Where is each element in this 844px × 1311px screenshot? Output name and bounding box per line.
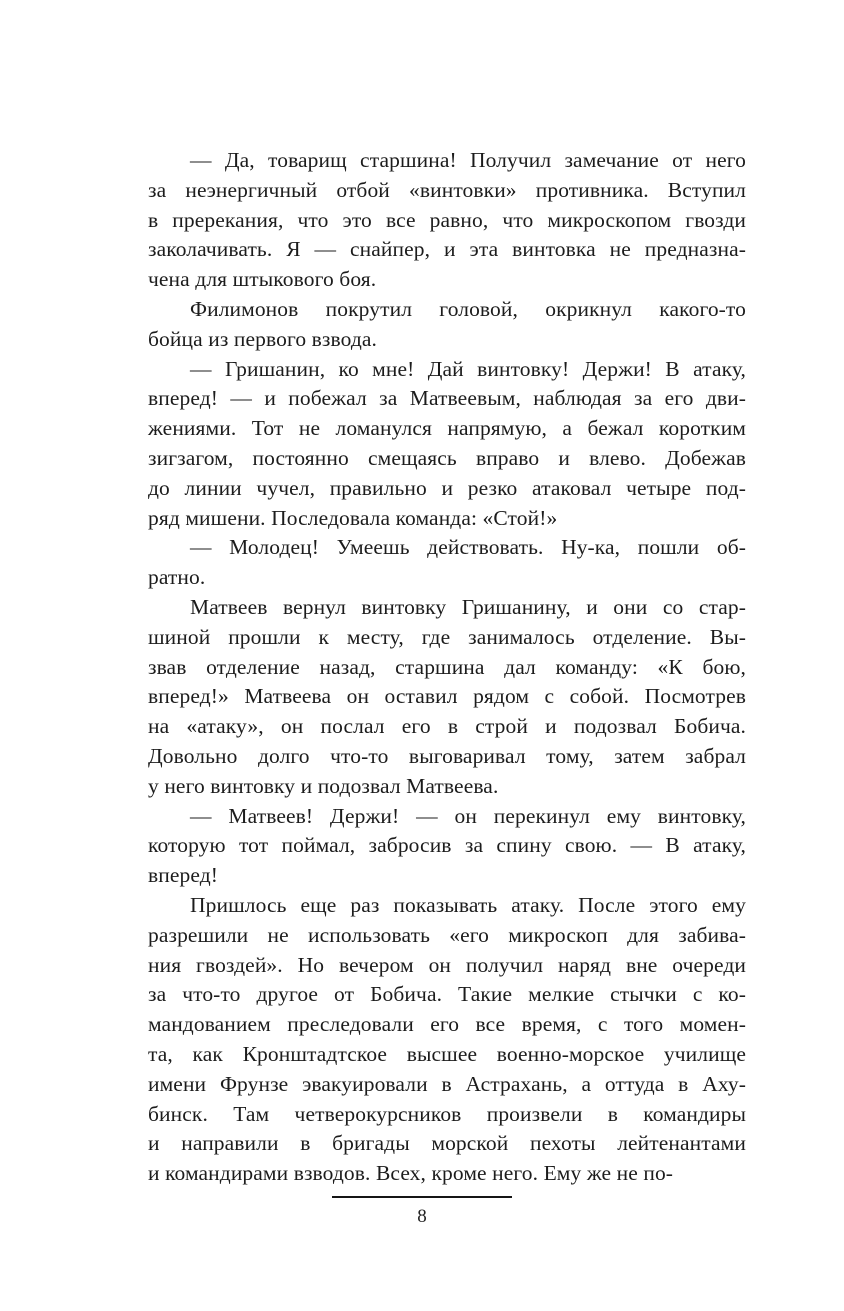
paragraph bbox=[148, 802, 746, 891]
text-line: до линии чучел, правильно и резко атаковал четыре под- bbox=[148, 475, 746, 500]
text-line: бойца из первого взвода. bbox=[148, 326, 377, 351]
text-line: — Молодец! Умеешь действовать. Ну-ка, пошли об- bbox=[190, 535, 746, 560]
text-line: жениями. Тот не ломанулся напрямую, а бежал коротким bbox=[148, 416, 746, 441]
footer-divider bbox=[332, 1196, 512, 1198]
text-line: вперед!» Матвеева он оставил рядом с собой. Посмотрев bbox=[148, 684, 746, 709]
paragraph bbox=[148, 593, 746, 802]
page-number: 8 bbox=[417, 1206, 427, 1227]
text-line: и направили в бригады морской пехоты лейтенантами bbox=[148, 1131, 746, 1156]
text-line: вперед! bbox=[148, 863, 219, 888]
text-line: у него винтовку и подозвал Матвеева. bbox=[148, 773, 499, 798]
text-line: чена для штыкового боя. bbox=[148, 267, 377, 292]
text-line: бинск. Там четверокурсников произвели в командиры bbox=[148, 1101, 746, 1126]
paragraph bbox=[148, 533, 746, 593]
text-line: Матвеев вернул винтовку Гришанину, и они со стар- bbox=[190, 594, 746, 619]
paragraph bbox=[148, 355, 746, 534]
text-line: звав отделение назад, старшина дал команду: «К бою, bbox=[148, 654, 746, 679]
text-line: та, как Кронштадтское высшее военно-морское училище bbox=[148, 1041, 746, 1066]
text-line: Филимонов покрутил головой, окрикнул какого-то bbox=[190, 296, 746, 321]
text-line: ния гвоздей». Но вечером он получил наряд вне очереди bbox=[148, 952, 746, 977]
text-line: ряд мишени. Последовала команда: «Стой!» bbox=[148, 505, 558, 530]
paragraph bbox=[148, 295, 746, 355]
text-line: — Матвеев! Держи! — он перекинул ему винтовку, bbox=[190, 803, 746, 828]
text-line: зигзагом, постоянно смещаясь вправо и влево. Добежав bbox=[148, 445, 746, 470]
text-line: заколачивать. Я — снайпер, и эта винтовка не предназна- bbox=[148, 237, 746, 262]
text-line: и командирами взводов. Всех, кроме него. Ему же не по- bbox=[148, 1161, 674, 1186]
text-line: — Гришанин, ко мне! Дай винтовку! Держи! В атаку, bbox=[190, 356, 746, 381]
text-line: вперед! — и побежал за Матвеевым, наблюдая за его дви- bbox=[148, 386, 746, 411]
text-line: за неэнергичный отбой «винтовки» противника. Вступил bbox=[148, 177, 746, 202]
text-line: на «атаку», он послал его в строй и подозвал Бобича. bbox=[148, 714, 746, 739]
text-line: Пришлось еще раз показывать атаку. После этого ему bbox=[190, 892, 746, 917]
text-line: разрешили не использовать «его микроскоп для забива- bbox=[148, 922, 746, 947]
text-line: ратно. bbox=[148, 565, 206, 590]
text-line: которую тот поймал, забросив за спину свою. — В атаку, bbox=[148, 833, 746, 858]
page-text bbox=[148, 146, 746, 1189]
text-line: имени Фрунзе эвакуировали в Астрахань, а оттуда в Аху- bbox=[148, 1071, 746, 1096]
text-line: — Да, товарищ старшина! Получил замечание от него bbox=[190, 148, 746, 172]
text-line: мандованием преследовали его все время, с того момен- bbox=[148, 1012, 746, 1037]
text-line: в пререкания, что это все равно, что микроскопом гвозди bbox=[148, 207, 746, 232]
paragraph bbox=[148, 146, 746, 295]
paragraph bbox=[148, 891, 746, 1189]
text-line: Довольно долго что-то выговаривал тому, затем забрал bbox=[148, 743, 746, 768]
text-line: шиной прошли к месту, где занималось отделение. Вы- bbox=[148, 624, 746, 649]
text-line: за что-то другое от Бобича. Такие мелкие стычки с ко- bbox=[148, 982, 746, 1007]
